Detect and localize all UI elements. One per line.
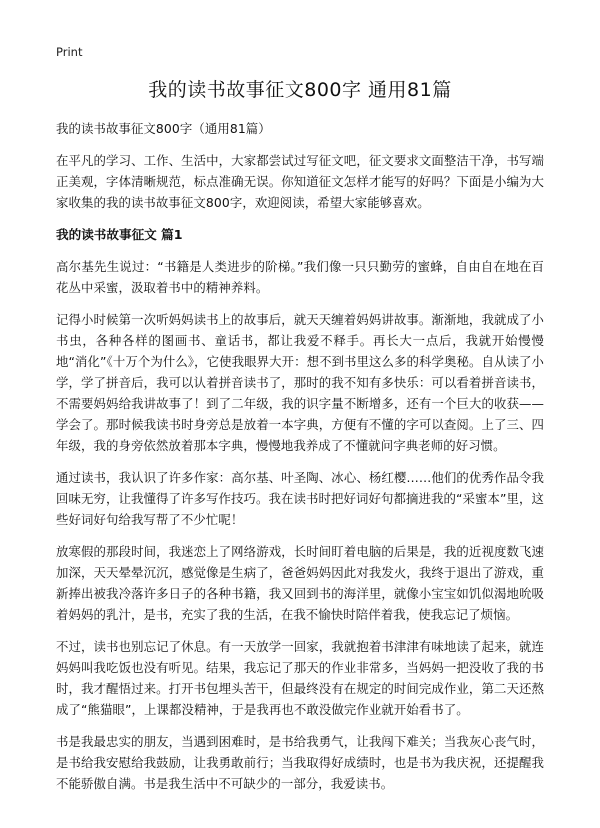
paragraph: 不过，读书也别忘记了休息。有一天放学一回家，我就抱着书津津有味地读了起来，就连妈妈叫我吃饭也没有听见。结果，我忘记了那天的作业非常多，当妈妈一把没收了我的书时，我才醒悟过来。打开书包埋头苦干，但最终没有在规定的时间完成作业，第二天还熬成了“熊猫眼”，上课都没精神，于是我再也不敢没做完作业就开始看书了。 xyxy=(56,639,544,717)
intro-paragraph: 在平凡的学习、工作、生活中，大家都尝试过写征文吧，征文要求文面整洁干净，书写端正美观，字体清晰规范，标点准确无误。你知道征文怎样才能写的好吗？下面是小编为大家收集的我的读书故事征文800字，欢迎阅读，希望大家能够喜欢。 xyxy=(56,153,544,210)
paragraph: 通过读书，我认识了许多作家：高尔基、叶圣陶、冰心、杨红樱……他们的优秀作品令我回味无穷，让我懂得了许多写作技巧。我在读书时把好词好句都摘进我的“采蜜本”里，这些好词好句给我写帮了不少忙呢！ xyxy=(56,470,544,527)
page-title: 我的读书故事征文800字 通用81篇 xyxy=(148,79,452,101)
paragraph: 高尔基先生说过：“书籍是人类进步的阶梯。”我们像一只只勤劳的蜜蜂，自由自在地在百花丛中采蜜，汲取着书中的精神养料。 xyxy=(56,259,544,295)
article-body xyxy=(56,118,544,805)
print-link[interactable]: Print xyxy=(56,45,83,59)
article-subtitle: 我的读书故事征文800字（通用81篇） xyxy=(56,121,271,136)
paragraph: 放寒假的那段时间，我迷恋上了网络游戏，长时间盯着电脑的后果是，我的近视度数飞速加深，天天晕晕沉沉，感觉像是生病了，爸爸妈妈因此对我发火，我终于退出了游戏，重新捧出被我冷落许多日子的各种书籍，我又回到书的海洋里，就像小宝宝如饥似渴地吮吸着妈妈的乳汁，是书，充实了我的生活，在我不愉快时陪伴着我，使我忘记了烦恼。 xyxy=(56,544,544,622)
paragraph: 记得小时候第一次听妈妈读书上的故事后，就天天缠着妈妈讲故事。渐渐地，我就成了小书虫，各种各样的图画书、童话书，都让我爱不释手。再长大一点后，我就开始慢慢地“消化”《十万个为什么》，它使我眼界大开：想不到书里这么多的科学奥秘。自从读了小学，学了拼音后，我可以认着拼音读书了，那时的我不知有多快乐：可以看着拼音读书，不需要妈妈给我讲故事了！到了二年级，我的识字量不断增多，还有一个巨大的收获——学会了。那时候我读书时身旁总是放着一本字典，方便有不懂的字可以查阅。上了三、四年级，我的身旁依然放着那本字典，慢慢地我养成了不懂就问字典老师的好习惯。 xyxy=(56,312,544,453)
paragraph: 书是我最忠实的朋友，当遇到困难时，是书给我勇气，让我闯下难关；当我灰心丧气时，是书给我安慰给我鼓励，让我勇敢前行；当我取得好成绩时，也是书为我庆祝，还提醒我不能骄傲自满。书是我生活中不可缺少的一部分，我爱读书。 xyxy=(56,734,544,791)
section-heading: 我的读书故事征文 篇1 xyxy=(56,227,183,242)
